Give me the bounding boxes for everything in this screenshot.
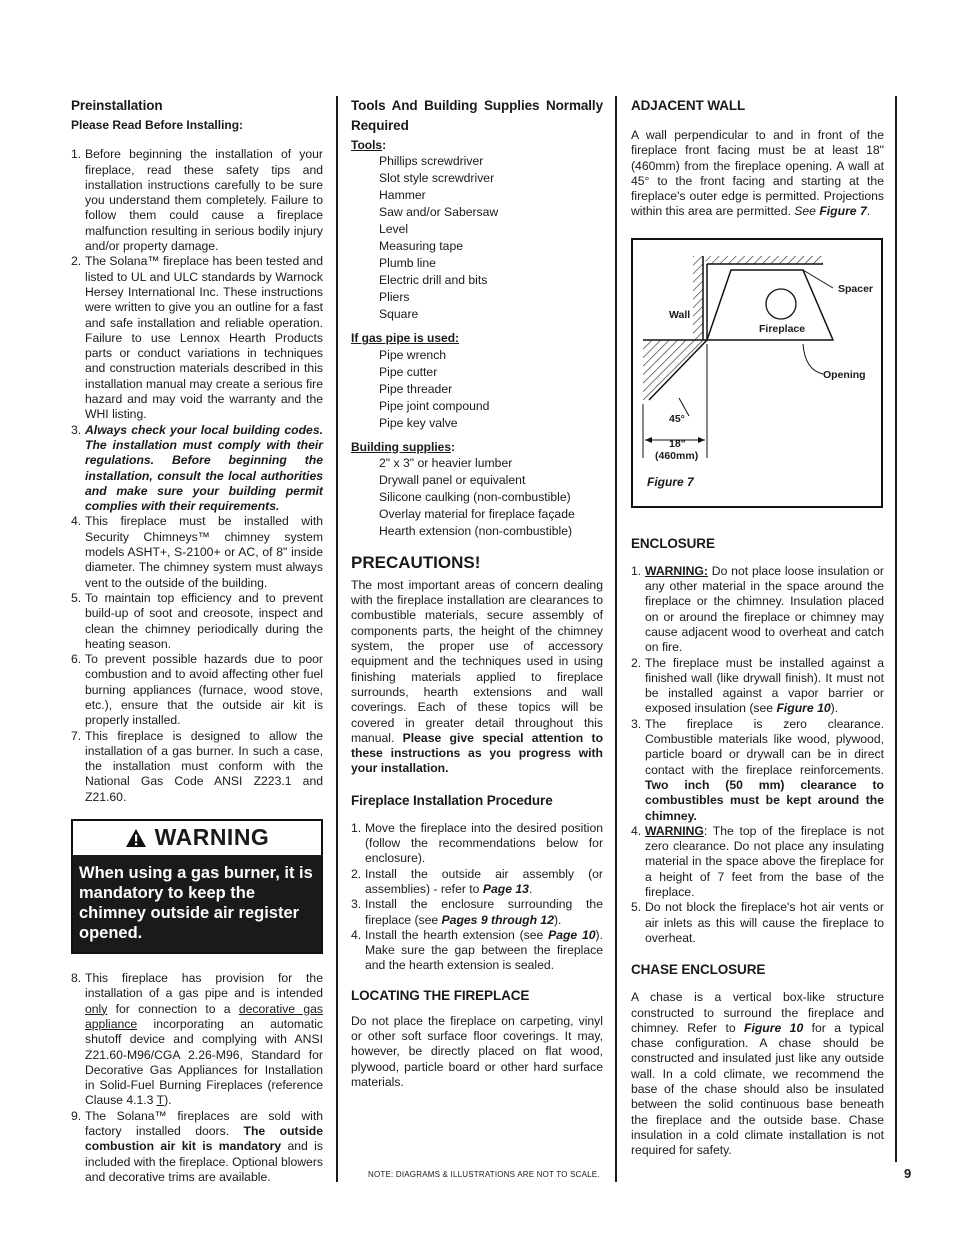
- list-item: Square: [379, 307, 419, 322]
- figure-caption: Figure 7: [647, 474, 694, 489]
- list-item: 4. Install the hearth extension (see Page 10). Make sure the gap between the fireplace and the hearth extension is sealed.: [351, 927, 603, 973]
- scale-note: NOTE: DIAGRAMS & ILLUSTRATIONS ARE NOT TO SCALE.: [368, 1170, 600, 1179]
- safety-list: [71, 147, 323, 805]
- adjacent-text: A wall perpendicular to and in front of the fireplace front facing must be at least 18" (460mm) from the fireplace opening. A wall at 45° to the front facing and starting at the fireplace's outer edge is permitted. Projections within this area are permitted. See Figure 7.: [631, 128, 884, 219]
- list-item: 3. The fireplace is zero clearance. Combustible materials like wood, plywood, particle board or drywall can be in direct contact with the fireplace reinforcements. Two inch (50 mm) clearance to combustibles must be kept around the chimney.: [631, 716, 884, 823]
- list-item: Slot style screwdriver: [379, 171, 495, 186]
- figure-7-diagram: [631, 238, 883, 508]
- warning-title: WARNING: [154, 824, 270, 851]
- column-left: [71, 96, 323, 1185]
- list-item: 2. The Solana™ fireplace has been tested and listed to UL and ULC standards by Warnock Hersey International Inc. These instructions were written to give you an outline for a fast and safe installation and reliable operation. Failure to use Lennox Hearth Products parts or conduct variations in techniques and construction materials described in this installation manual may create a serious fire hazard and may void the warranty and the WHI listing.: [71, 254, 323, 422]
- fireplace-label: Fireplace: [759, 322, 806, 335]
- procedure-list: [351, 821, 603, 974]
- opening-label: Opening: [823, 368, 866, 381]
- list-item: Pipe key valve: [379, 415, 458, 430]
- supplies-list: [351, 455, 603, 540]
- precautions-text: The most important areas of concern dealing with the fireplace installation are clearances to combustible materials, secure assembly of components parts, the height of the chimney system, the proper use of accessory equipment and the techniques used in using finishing materials applied to fireplace surrounds, hearth extensions and wall coverings. Each of these topics will be covered in greater detail throughout this manual. Please give special attention to these instructions as you progress with your installation.: [351, 577, 604, 776]
- procedure-heading: Fireplace Installation Procedure: [351, 792, 553, 808]
- spacer-label: Spacer: [838, 282, 874, 295]
- column-divider: [615, 96, 617, 1182]
- enclosure-list: [631, 564, 884, 946]
- gas-tools-list: [351, 347, 603, 432]
- locating-text: Do not place the fireplace on carpeting, vinyl or other soft surface floor coverings. It may, however, be directly placed on flat wood, plywood, particle board or other hard surface materials.: [351, 1013, 603, 1089]
- dimension-label: 18": [669, 437, 686, 450]
- list-item: 7. This fireplace is designed to allow the installation of a gas burner. In such a case, the installation must conform with the National Gas Code ANSI Z223.1 and Z21.60.: [71, 728, 323, 804]
- locating-heading: LOCATING THE FIREPLACE: [351, 987, 530, 1003]
- list-item: 1. WARNING: Do not place loose insulation or any other material in the space around the fireplace or the chimney. Insulation placed on or around the fireplace or chimney may cause adjacent wood to overheat and catch on fire.: [631, 563, 884, 655]
- column-divider: [895, 96, 897, 1162]
- list-item: Drywall panel or equivalent: [379, 472, 526, 487]
- list-item: Electric drill and bits: [379, 273, 488, 288]
- list-item: Pipe joint compound: [379, 398, 490, 413]
- warning-text: When using a gas burner, it is mandatory to keep the chimney outside air register opened.: [73, 855, 321, 952]
- list-item: Plumb line: [379, 256, 436, 271]
- list-item: 2. The fireplace must be installed against a finished wall (like drywall finish). It must not be installed against a vapor barrier or exposed insulation (see Figure 10).: [631, 655, 884, 716]
- list-item: Pipe wrench: [379, 347, 447, 362]
- list-item: Phillips screwdriver: [379, 154, 484, 169]
- warning-box: [71, 819, 323, 954]
- list-item: Silicone caulking (non-combustible): [379, 489, 571, 504]
- list-item: Overlay material for fireplace façade: [379, 506, 575, 521]
- list-item: 4. WARNING: The top of the fireplace is not zero clearance. Do not place any insulating material in the space above the fireplace for a height of 7 feet from the base of the fireplace.: [631, 823, 884, 900]
- tools-label: Tools: [351, 138, 383, 152]
- warning-triangle-icon: [125, 828, 147, 848]
- list-item: 6. To prevent possible hazards due to poor combustion and to avoid affecting other fuel burning appliances (furnace, wood stove, etc.), ensure that the outside air kit is properly installed.: [71, 652, 323, 728]
- list-item: Pliers: [379, 290, 410, 305]
- precautions-heading: PRECAUTIONS!: [351, 552, 481, 572]
- list-item: Pipe cutter: [379, 364, 438, 379]
- column-divider: [336, 96, 338, 1182]
- section-heading: Tools And Building Supplies Normally Required: [351, 98, 603, 133]
- list-item: Saw and/or Sabersaw: [379, 205, 499, 220]
- section-heading: Preinstallation: [71, 98, 163, 113]
- list-item: 3. Install the enclosure surrounding the fireplace (see Pages 9 through 12).: [351, 897, 603, 927]
- list-item: 8. This fireplace has provision for the installation of a gas pipe and is intended only for connection to a decorative gas appliance incorporating an automatic shutoff device and complying with ANSI Z21.60-M96/CGA 2.26-M96, Standard for Decorative Gas Appliances for Installation in Solid-Fuel Burning Fireplaces (reference Clause 4.1.3 T).: [71, 971, 323, 1108]
- list-item: 3. Always check your local building codes. The installation must comply with their regulations. Before beginning the installation, consult the local authorities and make sure your building permit complies with their requirements.: [71, 422, 323, 514]
- angle-label: 45°: [669, 412, 685, 425]
- supplies-label: Building supplies: [351, 439, 452, 454]
- chase-heading: CHASE ENCLOSURE: [631, 962, 766, 978]
- list-item: Pipe threader: [379, 381, 453, 396]
- list-item: 9. The Solana™ fireplaces are sold with factory installed doors. The outside combustion air kit is mandatory and is included with the fireplace. Optional blowers and decorative trims are available.: [71, 1108, 324, 1184]
- list-item: 2. Install the outside air assembly (or assemblies) - refer to Page 13.: [351, 866, 603, 896]
- list-item: 5. To maintain top efficiency and to prevent build-up of soot and creosote, inspect and clean the chimney periodically during the heating season.: [71, 590, 323, 651]
- list-item: 1. Move the fireplace into the desired position (follow the recommendations below for enclosure).: [351, 820, 603, 866]
- list-item: 1. Before beginning the installation of your fireplace, read these safety tips and installation instructions carefully to be sure you understand them completely. Failure to follow them could cause a fireplace malfunction resulting in serious bodily injury and/or property damage.: [71, 147, 323, 254]
- list-item: Measuring tape: [379, 239, 464, 254]
- list-item: 4. This fireplace must be installed with Security Chimneys™ chimney system models ASHT+, S-2100+ or AC, of 8" inside diameter. The chimney system must always vent to the outside of the building.: [71, 514, 323, 590]
- list-item: Level: [379, 222, 409, 237]
- list-item: Hearth extension (non-combustible): [379, 523, 573, 538]
- safety-list-continued: [71, 971, 323, 1185]
- chase-text: A chase is a vertical box-like structure constructed to surround the fireplace and chimney. Refer to Figure 10 for a typical chase configuration. A chase should be constructed and insulated just like any outside wall. In a cold climate, we recommend the base of the chase should also be insulated between the solid continuous base beneath the fireplace and the outside base. Chase insulation in a cold climate installation is not required for safety.: [631, 990, 884, 1158]
- gas-tools-label: If gas pipe is used:: [351, 331, 460, 346]
- page-number: 9: [904, 1166, 912, 1181]
- wall-label: Wall: [669, 308, 691, 321]
- enclosure-heading: ENCLOSURE: [631, 535, 715, 551]
- dimension-metric-label: (460mm): [655, 449, 699, 462]
- adjacent-heading: ADJACENT WALL: [631, 98, 746, 113]
- column-middle: Tools And Building Supplies Normally Required Tools: Phillips screwdriver Slot style screwdriver Hammer Saw and/or Sabersaw Level Measuring tape Plumb line Electric drill and bits Pliers Square If gas pipe is used: Pipe wrench Pipe cutter Pipe threader Pipe joint compound Pipe key valve Building supplies: 2" x 3" or heavier lumber Drywall panel or equivalent Silicone caulking (non-combustible) Overlay material for fireplace façade Hearth extension (non-combustible) PRECAUTIONS! The most important areas of concern dealing with the fireplace installation are clearances to combustible materials, secure assembly of components parts, the height of the chimney system, the proper use of accessory equipment and the techniques used in using finishing materials applied to fireplace surrounds, hearth extensions and wall coverings. Each of these topics will be covered in greater detail throughout this manual. Please give special attention to these instructions as you progress with your installation. Fireplace Installation Procedure 1. Move the fireplace into the desired position (follow the recommendations below for enclosure). 2. Install the outside air assembly (or assemblies) - refer to Page 13. 3. Install the enclosure surrounding the fireplace (see Pages 9 through 12). 4. Install the hearth extension (see Page 10). Make sure the gap between the fireplace and the hearth extension is sealed. LOCATING THE FIREPLACE Do not place the fireplace on carpeting, vinyl or other soft surface floor coverings. It may, however, be directly placed on flat wood, plywood, particle board or other hard surface materials.: [351, 98, 604, 1089]
- list-item: 2" x 3" or heavier lumber: [379, 455, 513, 470]
- section-subheading: Please Read Before Installing:: [71, 118, 244, 132]
- list-item: Hammer: [379, 188, 426, 203]
- tools-list: [351, 153, 603, 323]
- list-item: 5. Do not block the fireplace's hot air vents or air inlets as this will cause the fireplace to overheat.: [631, 900, 884, 945]
- column-right: [631, 96, 884, 1158]
